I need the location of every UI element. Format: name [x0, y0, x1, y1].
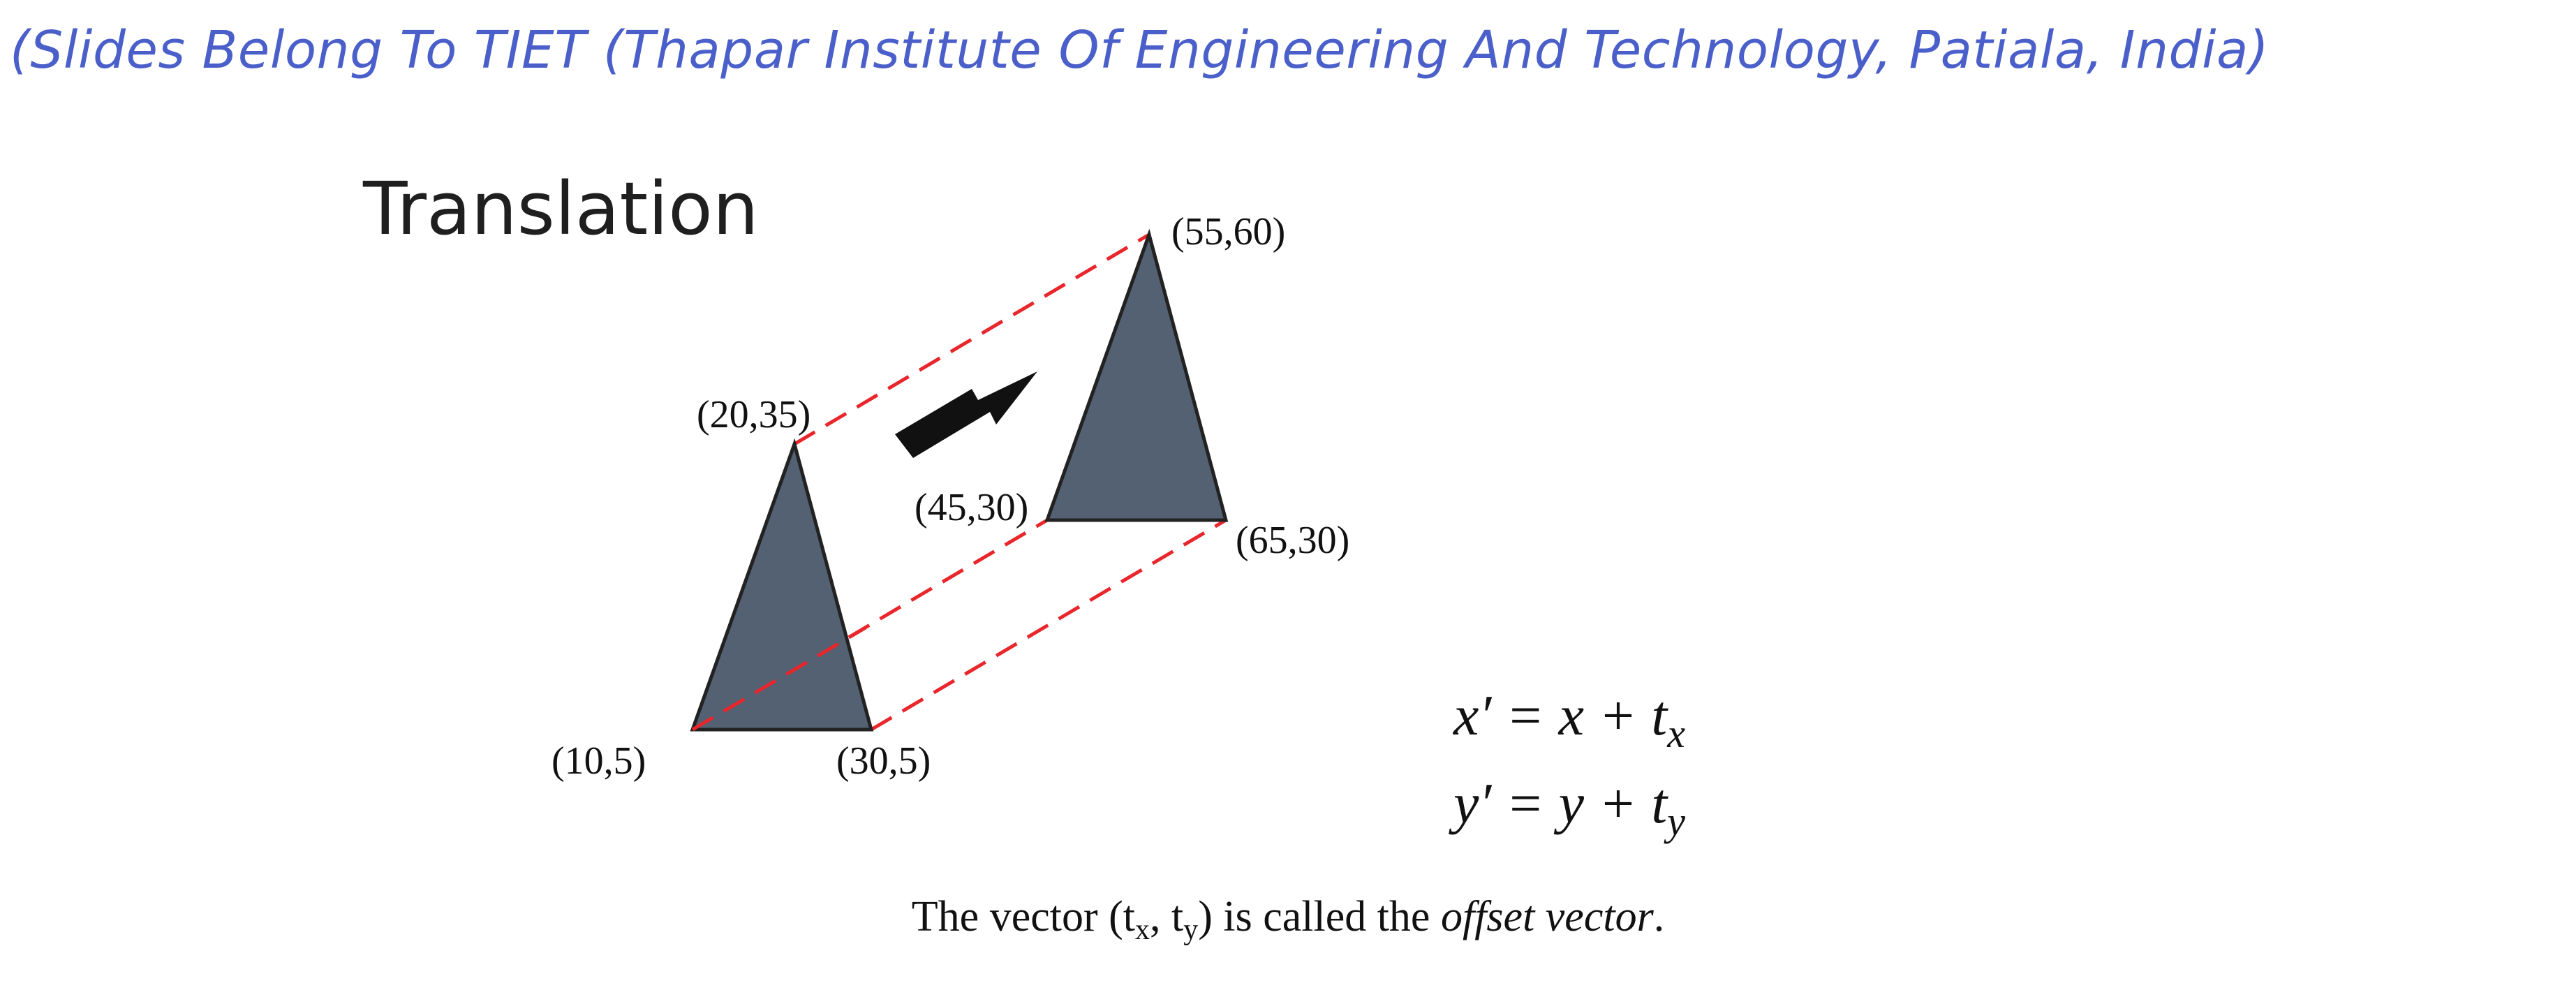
equation-x-main: x′ = x + t [1453, 684, 1668, 747]
direction-arrow-icon [895, 371, 1037, 458]
caption-sub-x: x [1134, 914, 1150, 946]
translation-equations [1449, 684, 1685, 844]
caption-sub-y: y [1183, 914, 1199, 946]
guide-line-right [871, 520, 1226, 730]
label-translated-apex: (55,60) [1171, 210, 1286, 253]
caption-prefix: The vector (t [911, 893, 1135, 940]
label-original-left: (10,5) [552, 739, 646, 783]
equation-x-subscript: x [1667, 711, 1685, 756]
label-translated-right: (65,30) [1236, 519, 1350, 562]
original-triangle [693, 444, 871, 730]
caption-end: . [1653, 893, 1665, 940]
equation-y-main: y′ = y + t [1453, 771, 1668, 835]
label-original-apex: (20,35) [697, 393, 811, 436]
caption [0, 885, 2576, 961]
equation-x [1453, 684, 1685, 756]
label-original-right: (30,5) [836, 739, 931, 783]
label-translated-left: (45,30) [915, 486, 1029, 529]
attribution-banner: (Slides Belong To TIET (Thapar Institute Of Engineering And Technology, Patiala, India) [10, 20, 2270, 80]
caption-mid: , t [1149, 893, 1184, 940]
slide-title: Translation [363, 166, 759, 251]
caption-suffix: ) is called the [1198, 893, 1441, 940]
equation-y [1449, 771, 1685, 844]
translated-triangle [1047, 235, 1226, 520]
caption-emphasis: offset vector [1440, 893, 1654, 940]
equation-y-subscript: y [1667, 799, 1685, 844]
